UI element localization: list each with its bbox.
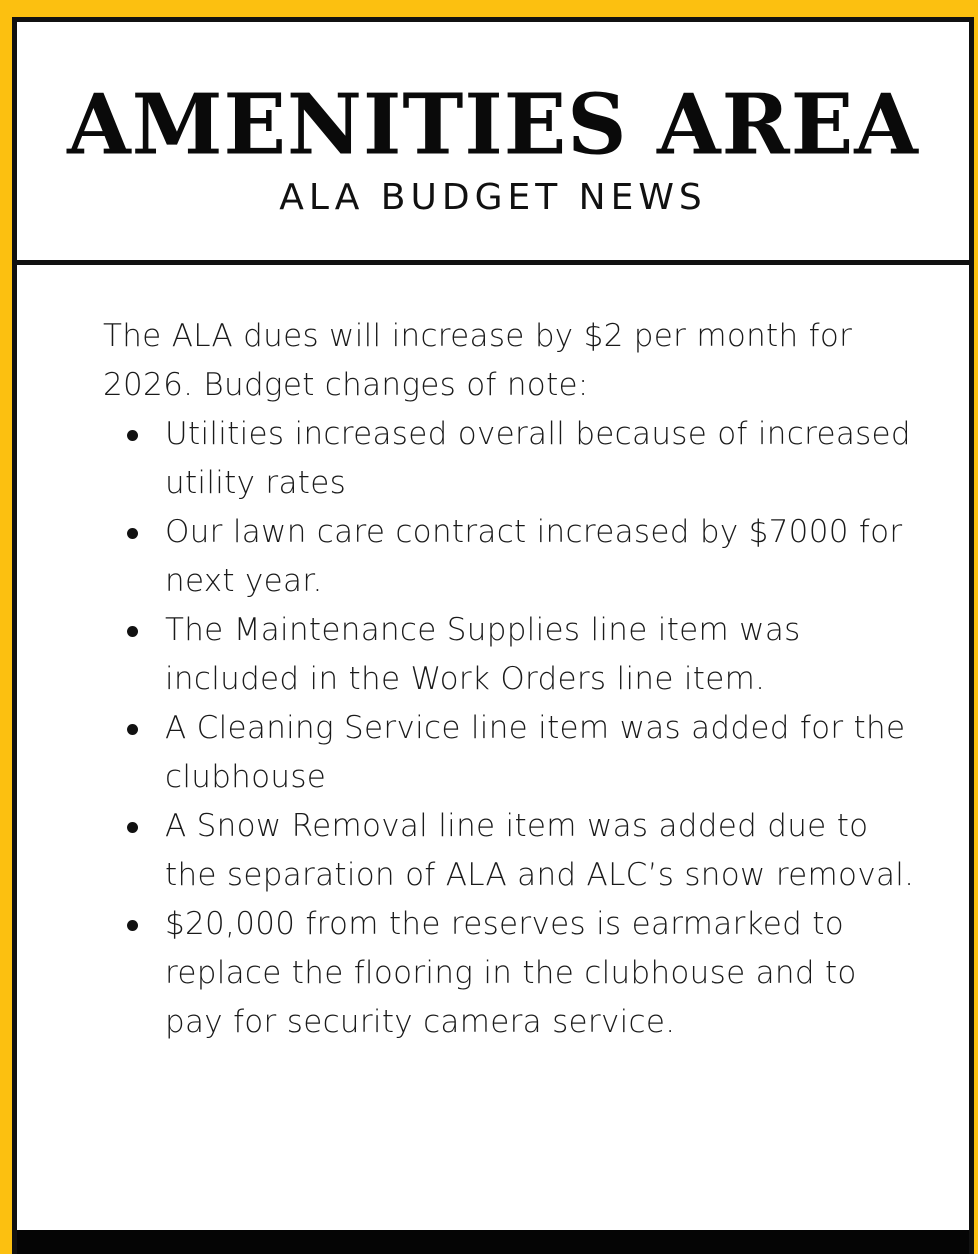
budget-changes-list bbox=[103, 410, 923, 1047]
page-title: AMENITIES AREA bbox=[67, 76, 919, 174]
list-item bbox=[103, 508, 923, 606]
bullet-icon bbox=[127, 920, 138, 931]
bullet-icon bbox=[127, 528, 138, 539]
list-item bbox=[103, 802, 923, 900]
list-item-text: A Cleaning Service line item was added for the clubhouse bbox=[165, 710, 906, 795]
intro-paragraph: The ALA dues will increase by $2 per month for 2026. Budget changes of note: bbox=[103, 318, 853, 403]
list-item bbox=[103, 900, 923, 1047]
list-item bbox=[103, 606, 923, 704]
header-section bbox=[17, 22, 969, 265]
list-item-text: Utilities increased overall because of increased utility rates bbox=[165, 416, 911, 501]
list-item bbox=[103, 704, 923, 802]
footer-bar bbox=[17, 1230, 969, 1254]
list-item-text: A Snow Removal line item was added due to the separation of ALA and ALC’s snow removal. bbox=[165, 808, 915, 893]
page-subtitle: ALA BUDGET NEWS bbox=[279, 177, 707, 218]
bullet-icon bbox=[127, 724, 138, 735]
list-item bbox=[103, 410, 923, 508]
newsletter-card bbox=[12, 17, 974, 1254]
bullet-icon bbox=[127, 822, 138, 833]
bullet-icon bbox=[127, 626, 138, 637]
bullet-icon bbox=[127, 430, 138, 441]
article-body bbox=[103, 312, 923, 1047]
list-item-text: Our lawn care contract increased by $7000 for next year. bbox=[165, 514, 903, 599]
list-item-text: $20,000 from the reserves is earmarked to replace the flooring in the clubhouse and to pay for security camera service. bbox=[165, 906, 857, 1040]
list-item-text: The Maintenance Supplies line item was included in the Work Orders line item. bbox=[165, 612, 801, 697]
